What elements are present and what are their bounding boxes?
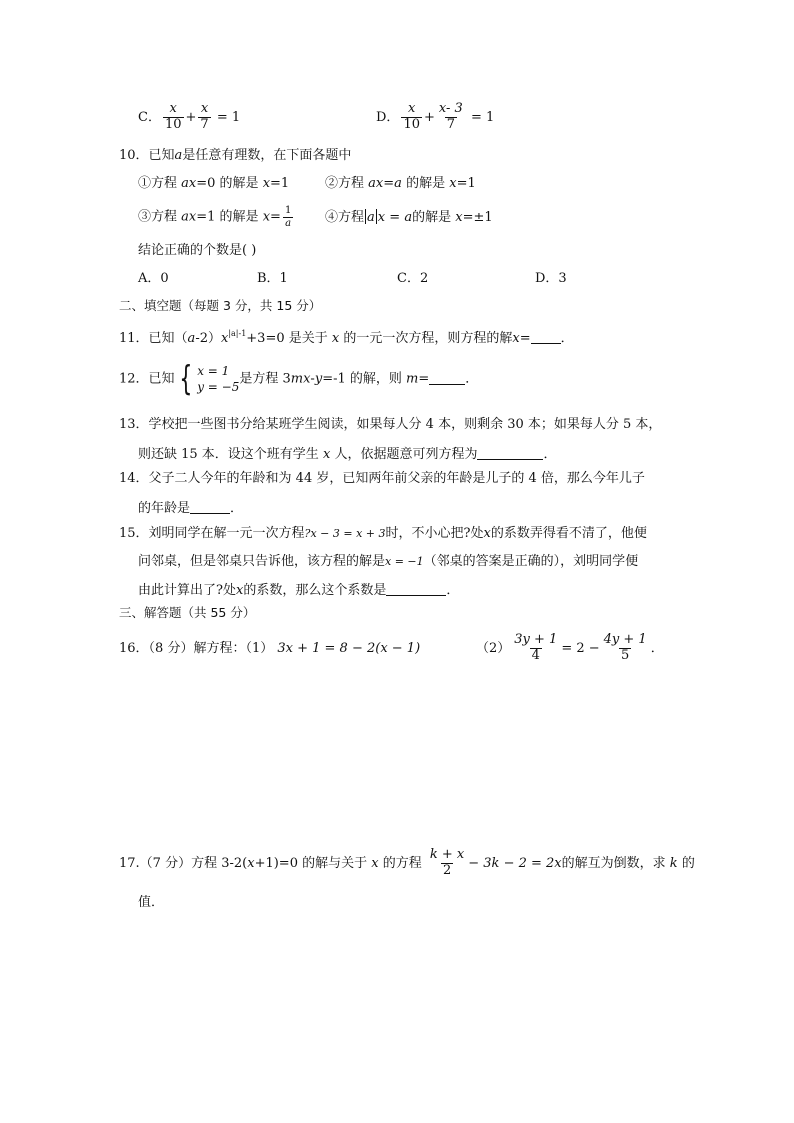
q10-stem: 10．已知a是任意有理数，在下面各题中: [119, 148, 352, 163]
fraction: $\frac{4y + 1}{5}$: [603, 632, 647, 663]
q15-line-1: 15．刘明同学在解一元一次方程?x − 3 = x + 3时，不小心把?处x的系数弄得看不清了，他便: [119, 526, 647, 541]
q12: 12．已知 { x = 1 y = −5 是方程 3mx-y=-1 的解，则 m= ．: [119, 359, 479, 399]
q10-option-c: C．2: [397, 271, 429, 286]
q10-statement-4: ④方程 a x = a的解是 x=±1: [325, 210, 493, 225]
q10-option-b: B．1: [257, 271, 288, 286]
q10-option-d: D．3: [535, 271, 567, 286]
q16-part-2: （2） $\frac{3y + 1}{4}$ = 2 − $\frac{4y + 1}{5}$ ．: [476, 632, 664, 663]
q17-line-2: 值．: [138, 895, 165, 910]
q14-line-1: 14．父子二人今年的年龄和为 44 岁，已知两年前父亲的年龄是儿子的 4 倍，那么今年儿子: [119, 471, 645, 486]
q15-line-3: 由此计算出了?处x的系数，那么这个系数是 ．: [138, 583, 460, 598]
q9-option-c: C． $\frac{x}{10}$ + $\frac{x}{7}$ = 1: [138, 101, 241, 132]
q13-line-1: 13．学校把一些图书分给某班学生阅读，如果每人分 4 本，则剩余 30 本；如果每人分 5 本，: [119, 417, 662, 432]
fraction: $\frac{3y + 1}{4}$: [514, 632, 558, 663]
answer-blank[interactable]: [190, 500, 230, 514]
answer-blank[interactable]: [477, 446, 543, 460]
q14-line-2: 的年龄是 ．: [138, 501, 244, 516]
section-heading-fill-in: 二、填空题（每题 3 分，共 15 分）: [119, 298, 322, 313]
fraction: $\frac{x}{7}$: [200, 101, 209, 132]
q10-statement-2: ②方程 ax=a 的解是 x=1: [325, 176, 476, 191]
q10-conclusion: 结论正确的个数是( ): [138, 243, 257, 258]
fraction: $\frac{x- 3}{7}$: [438, 101, 463, 132]
q10-option-a: A．0: [138, 271, 169, 286]
equation-system: { x = 1 y = −5: [178, 359, 240, 399]
fraction: $\frac{1}{a}$: [284, 205, 292, 229]
answer-blank[interactable]: [386, 582, 446, 596]
fraction: $\frac{x}{10}$: [403, 101, 420, 132]
q11: 11．已知$(a-2)x^{|a|-1}+3=0$ 是关于 x 的一元一次方程，则方程的解x= ．: [119, 329, 574, 346]
q13-line-2: 则还缺 15 本．设这个班有学生 x 人，依据题意可列方程为 ．: [138, 447, 557, 462]
q17-line-1: 17.（7 分）方程 3-2(x+1)=0 的解与关于 x 的方程 $\frac{k + x}{2}$ − 3k − 2 = 2x的解互为倒数，求 k 的: [119, 847, 695, 878]
q9-option-d: D． $\frac{x}{10}$ + $\frac{x- 3}{7}$ = 1: [376, 101, 495, 132]
section-heading-solve: 三、解答题（共 55 分）: [119, 605, 256, 620]
q10-statement-3: ③方程 ax=1 的解是 x= $\frac{1}{a}$: [138, 205, 292, 229]
q10-statement-1: ①方程 ax=0 的解是 x=1: [138, 176, 290, 191]
q15-line-2: 问邻桌，但是邻桌只告诉他，该方程的解是x = −1（邻桌的答案是正确的），刘明同学便: [138, 554, 639, 569]
answer-blank[interactable]: [531, 330, 561, 344]
answer-blank[interactable]: [429, 371, 465, 385]
q16: 16．（8 分）解方程：（1） 3x + 1 = 8 − 2(x − 1): [119, 641, 421, 656]
fraction: $\frac{x}{10}$: [164, 101, 182, 132]
fraction: $\frac{k + x}{2}$: [429, 847, 465, 878]
